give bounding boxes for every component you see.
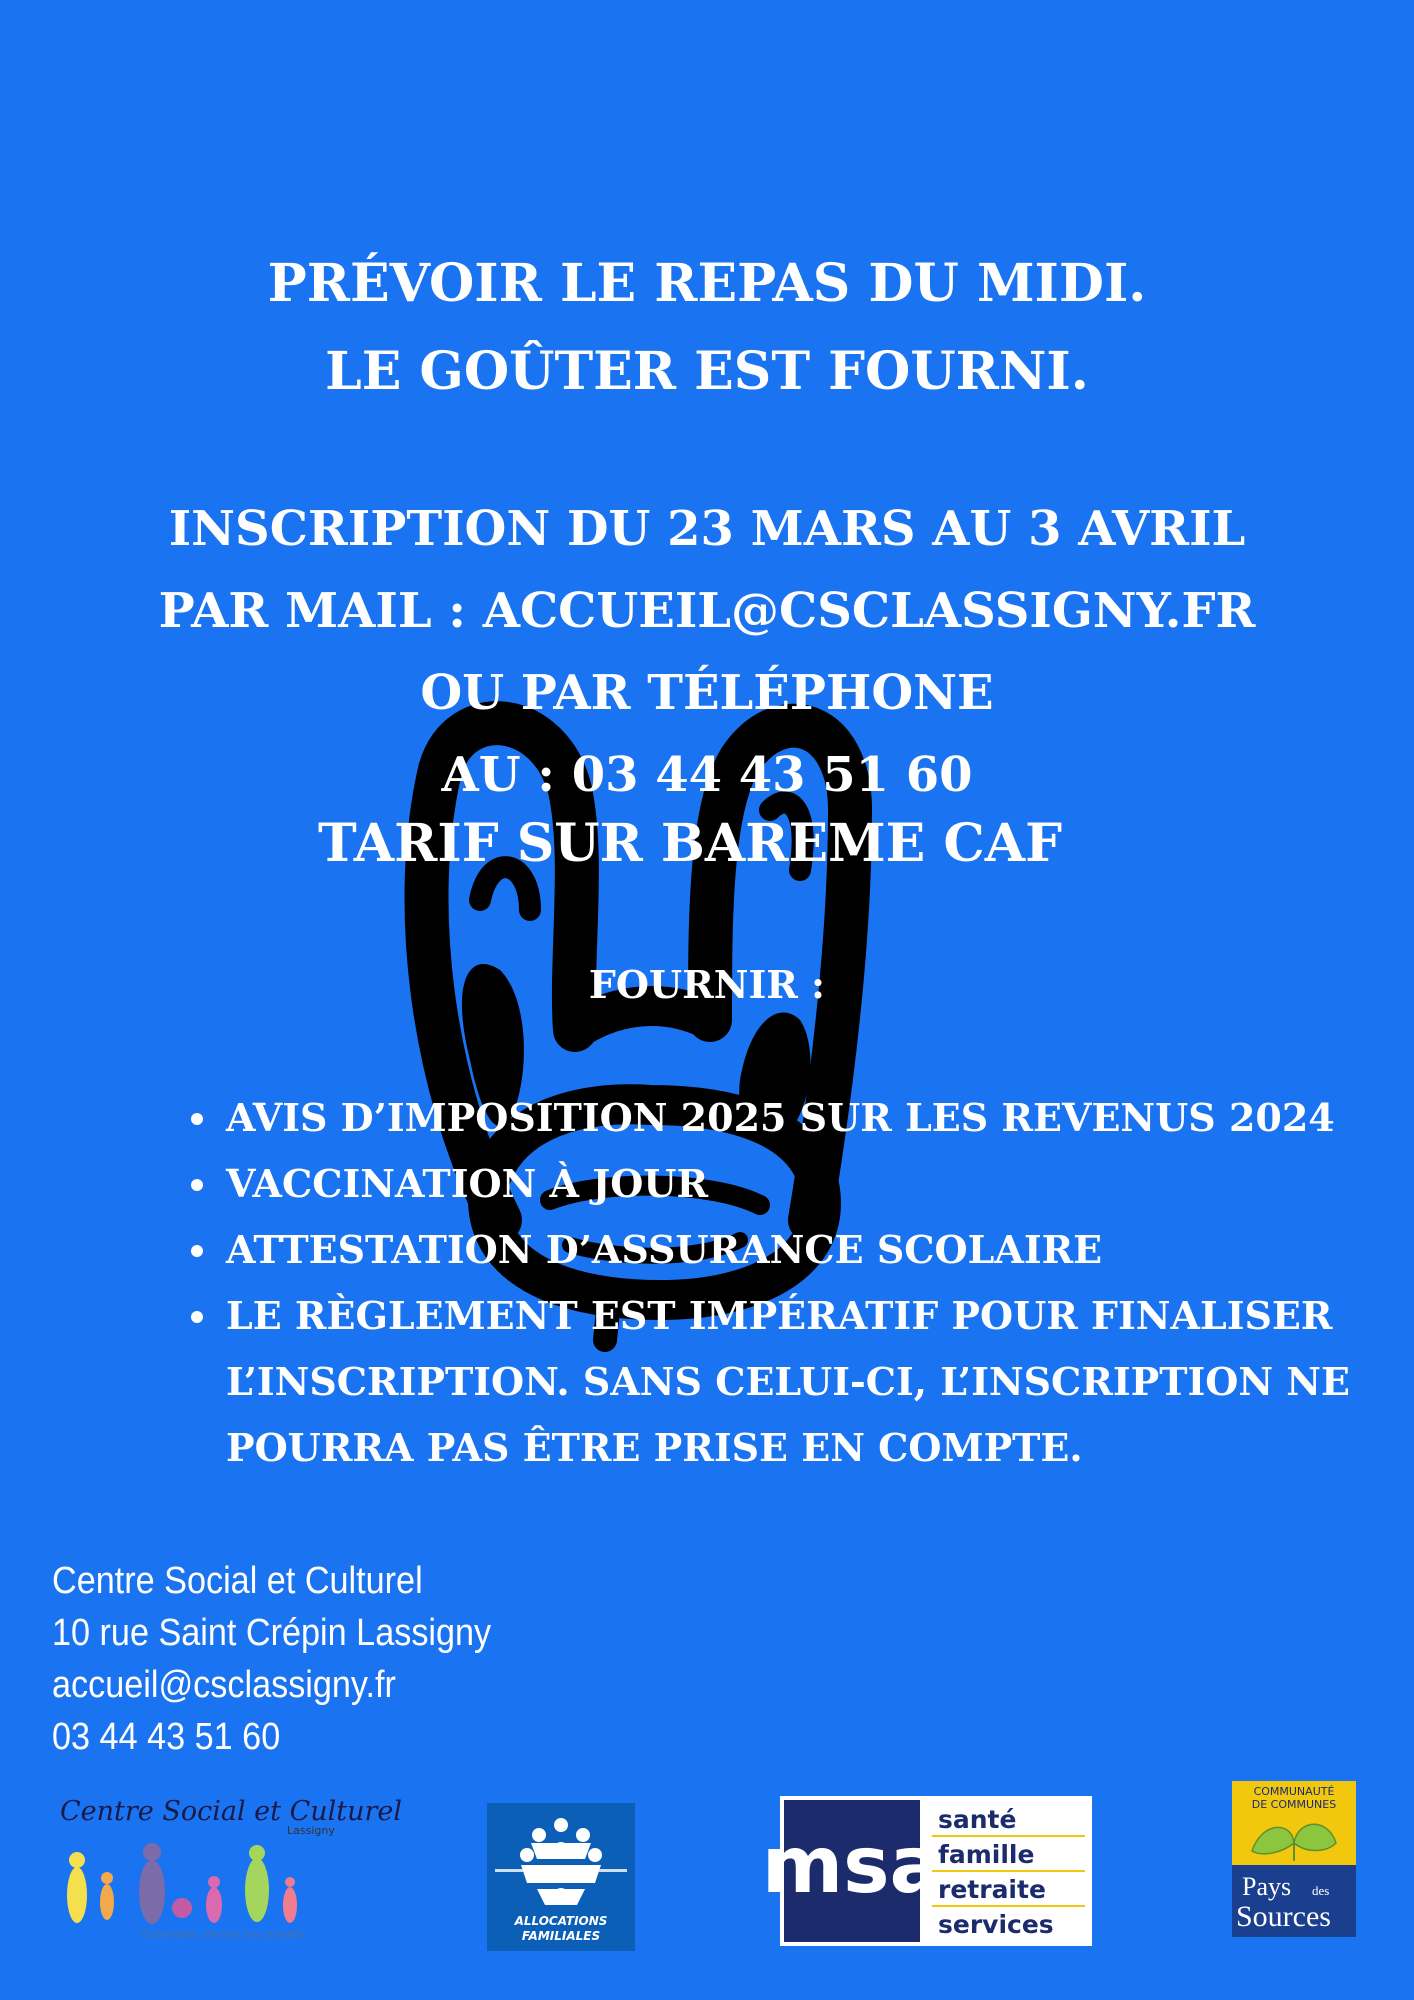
msa-logo-letters: msa	[761, 1821, 943, 1911]
partner-logos	[0, 1780, 1414, 1950]
msa-logo	[761, 1796, 1092, 1946]
caf-logo	[487, 1803, 635, 1951]
inscription-email: PAR MAIL : ACCUEIL@CSCLASSIGNY.FR	[158, 583, 1256, 639]
contact-phone: 03 44 43 51 60	[52, 1716, 281, 1758]
msa-logo-line-1: santé	[938, 1805, 1017, 1834]
pays-des-sources-logo	[1232, 1781, 1356, 1937]
caf-logo-label-2: FAMILIALES	[521, 1929, 601, 1943]
contact-address: 10 rue Saint Crépin Lassigny	[52, 1612, 492, 1654]
snack-line: LE GOÛTER EST FOURNI.	[325, 341, 1089, 402]
msa-logo-line-3: retraite	[938, 1875, 1046, 1904]
meal-line: PRÉVOIR LE REPAS DU MIDI.	[267, 253, 1147, 314]
cc-logo-name-des: des	[1312, 1883, 1330, 1898]
inscription-phone: AU : 03 44 43 51 60	[441, 747, 973, 803]
list-item: • LE RÈGLEMENT EST IMPÉRATIF POUR FINALISER L’INSCRIPTION. SANS CELUI-CI, L’INSCRIPTION NE POURRA PAS ÊTRE PRISE EN COMPTE.	[222, 1283, 1372, 1481]
inscription-info	[0, 488, 1414, 816]
csc-logo-subtitle: Lassigny	[287, 1824, 335, 1837]
requirements-list	[175, 1085, 1372, 1481]
msa-logo-line-4: services	[938, 1910, 1054, 1939]
cc-logo-name-2: Sources	[1236, 1900, 1331, 1933]
msa-logo-line-2: famille	[938, 1840, 1035, 1869]
csc-logo	[52, 1790, 403, 1941]
tarif-notice: TARIF SUR BAREME CAF	[317, 813, 1063, 874]
csc-logo-title: Centre Social et Culturel	[60, 1796, 403, 1827]
cc-logo-top-2: DE COMMUNES	[1251, 1798, 1337, 1811]
inscription-phone-intro: OU PAR TÉLÉPHONE	[420, 665, 994, 721]
list-item: • VACCINATION À JOUR	[222, 1151, 1372, 1217]
csc-logo-tagline: Ensemble, Vivons nos projets	[142, 1928, 304, 1941]
cc-logo-top-1: COMMUNAUTÉ	[1253, 1785, 1335, 1798]
list-item: • ATTESTATION D’ASSURANCE SCOLAIRE	[222, 1217, 1372, 1283]
meal-notice	[0, 240, 1414, 416]
csc-logo-figures	[67, 1843, 297, 1924]
caf-logo-label-1: ALLOCATIONS	[514, 1914, 608, 1928]
fournir-heading: FOURNIR :	[588, 962, 826, 1007]
inscription-dates: INSCRIPTION DU 23 MARS AU 3 AVRIL	[168, 501, 1246, 557]
cc-logo-name-1: Pays	[1242, 1872, 1292, 1901]
contact-email: accueil@csclassigny.fr	[52, 1664, 396, 1706]
contact-block	[52, 1555, 491, 1763]
list-item: • AVIS D’IMPOSITION 2025 SUR LES REVENUS 2024	[222, 1085, 1372, 1151]
contact-name: Centre Social et Culturel	[52, 1560, 423, 1602]
